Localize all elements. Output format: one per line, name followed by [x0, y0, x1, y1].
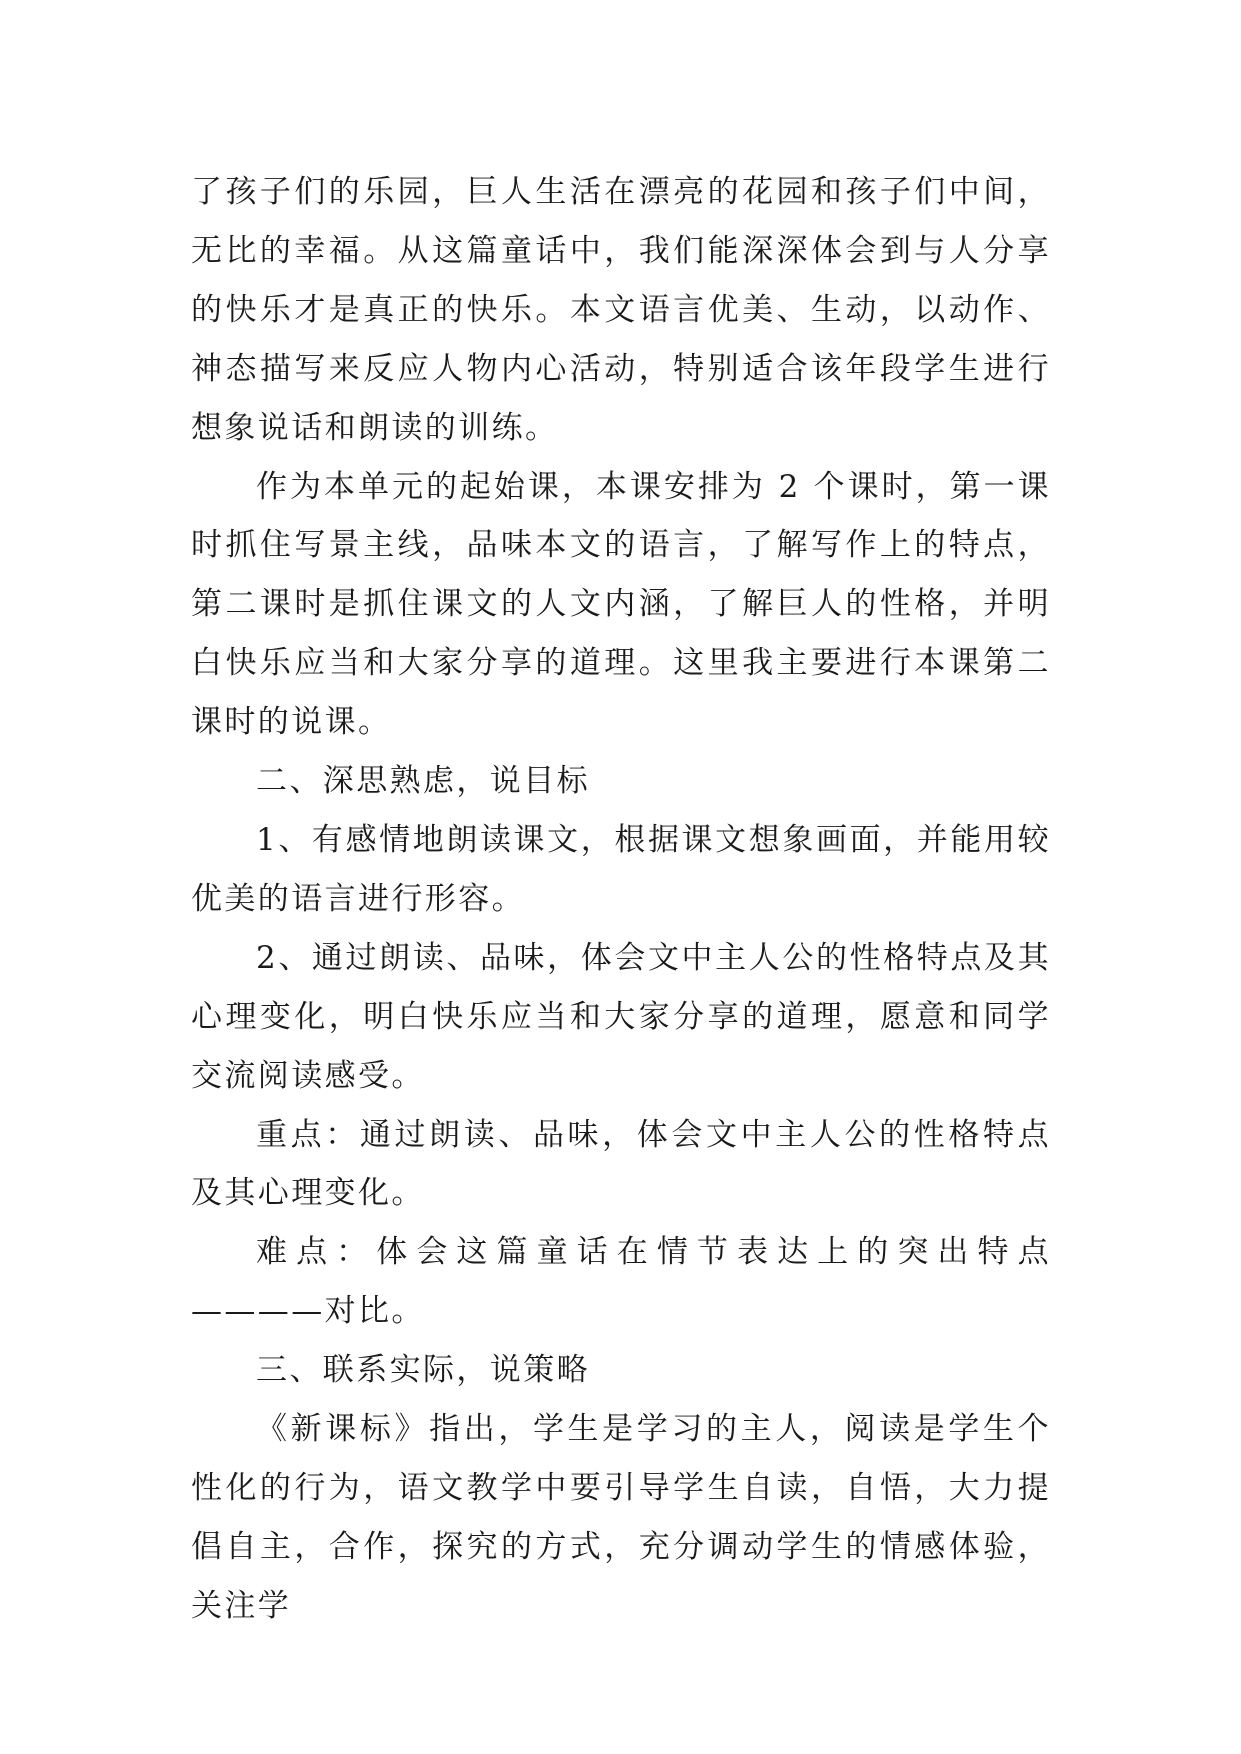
key-point: 重点：通过朗读、品味，体会文中主人公的性格特点及其心理变化。 — [191, 1116, 1051, 1212]
difficult-point: 难点：体会这篇童话在情节表达上的突出特点————对比。 — [191, 1234, 1051, 1330]
document-body — [191, 163, 1051, 1636]
paragraph-strategy: 《新课标》指出，学生是学习的主人，阅读是学生个性化的行为，语文教学中要引导学生自读，自悟，大力提倡自主，合作，探究的方式，充分调动学生的情感体验，关注学 — [191, 1411, 1051, 1624]
paragraph-1: 了孩子们的乐园，巨人生活在漂亮的花园和孩子们中间，无比的幸福。从这篇童话中，我们能深深体会到与人分享的快乐才是真正的快乐。本文语言优美、生动，以动作、神态描写来反应人物内心活动，特别适合该年段学生进行想象说话和朗读的训练。 — [191, 174, 1051, 446]
paragraph-2: 作为本单元的起始课，本课安排为 2 个课时，第一课时抓住写景主线，品味本文的语言，了解写作上的特点，第二课时是抓住课文的人文内涵，了解巨人的性格，并明白快乐应当和大家分享的道理。这里我主要进行本课第二课时的说课。 — [191, 468, 1051, 741]
section-heading-strategy: 三、联系实际，说策略 — [256, 1352, 590, 1389]
objective-2: 2、通过朗读、品味，体会文中主人公的性格特点及其心理变化，明白快乐应当和大家分享的道理，愿意和同学交流阅读感受。 — [191, 939, 1051, 1094]
objective-1: 1、有感情地朗读课文，根据课文想象画面，并能用较优美的语言进行形容。 — [191, 821, 1051, 917]
section-heading-objectives: 二、深思熟虑，说目标 — [256, 763, 590, 800]
